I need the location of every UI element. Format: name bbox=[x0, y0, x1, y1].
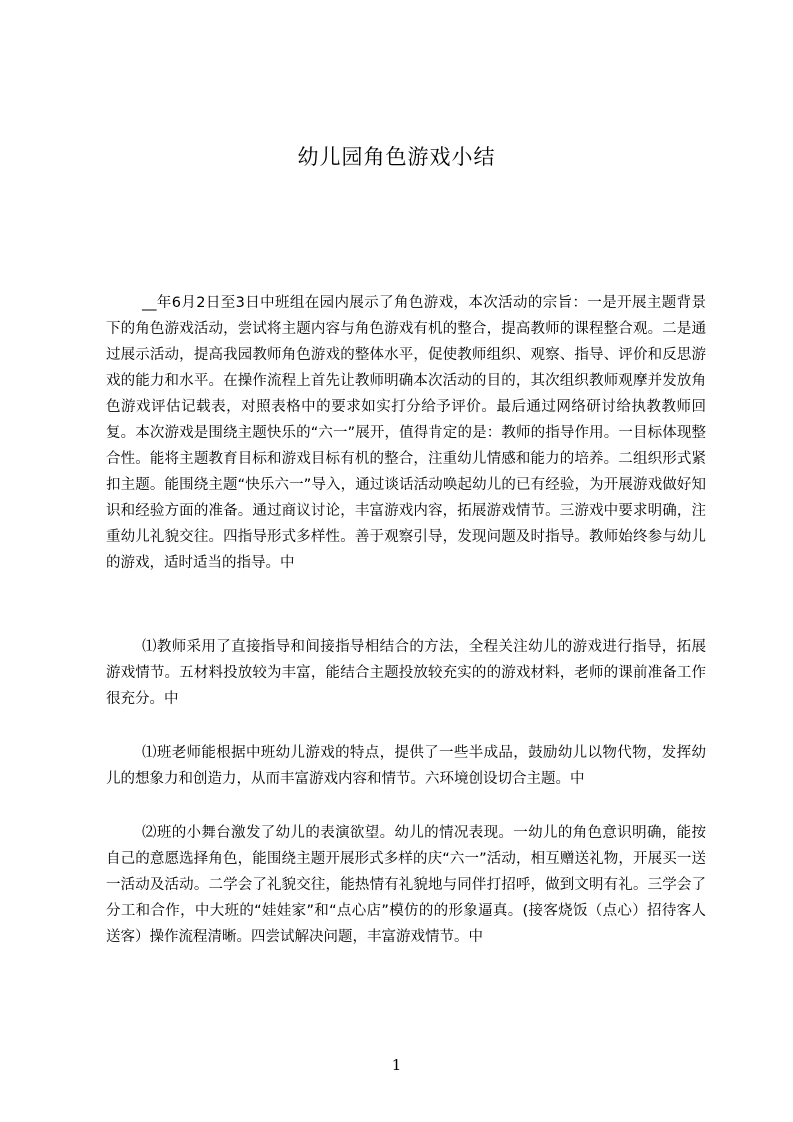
paragraph-text: __年6月2日至3日中班组在园内展示了角色游戏，本次活动的宗旨：一是开展主题背景下的角色游戏活动，尝试将主题内容与角色游戏有机的整合，提高教师的课程整合观。二是通过展示活动，提高我园教师角色游戏的整体水平，促使教师组织、观察、指导、评价和反思游戏的能力和水平。在操作流程上首先让教师明确本次活动的目的，其次组织教师观摩并发放角色游戏评估记载表，对照表格中的要求如实打分给予评价。最后通过网络研讨给执教教师回复。本次游戏是围绕主题快乐的“六一”展开，值得肯定的是：教师的指导作用。一目标体现整合性。能将主题教育目标和游戏目标有机的整合，注重幼儿情感和能力的培养。二组织形式紧扣主题。能围绕主题“快乐六一”导入，通过谈话活动唤起幼儿的已有经验，为开展游戏做好知识和经验方面的准备。通过商议讨论，丰富游戏内容，拓展游戏情节。三游戏中要求明确，注重幼儿礼貌交往。四指导形式多样性。善于观察引导，发现问题及时指导。教师始终参与幼儿的游戏，适时适当的指导。中 bbox=[106, 295, 706, 571]
document-body-paragraph-4 bbox=[106, 820, 706, 950]
document-title: 幼儿园角色游戏小结 bbox=[297, 145, 496, 169]
paragraph-text: ⑴教师采用了直接指导和间接指导相结合的方法，全程关注幼儿的游戏进行指导，拓展游戏情节。五材料投放较为丰富，能结合主题投放较充实的的游戏材料，老师的课前准备工作很充分。中 bbox=[106, 639, 706, 707]
page-number: 1 bbox=[391, 1056, 402, 1074]
document-body-paragraph-3 bbox=[106, 740, 706, 792]
paragraph-text: ⑵班的小舞台激发了幼儿的表演欲望。幼儿的情况表现。一幼儿的角色意识明确，能按自己的意愿选择角色，能围绕主题开展形式多样的庆“六一”活动，相互赠送礼物，开展买一送一活动及活动。二学会了礼貌交往，能热情有礼貌地与同伴打招呼，做到文明有礼。三学会了分工和合作，中大班的“娃娃家”和“点心店”模仿的的形象逼真。(接客烧饭（点心）招待客人送客）操作流程清晰。四尝试解决问题，丰富游戏情节。中 bbox=[106, 825, 706, 945]
document-body-paragraph-1 bbox=[106, 290, 706, 576]
document-body-paragraph-2 bbox=[106, 634, 706, 712]
paragraph-text: ⑴班老师能根据中班幼儿游戏的特点，提供了一些半成品，鼓励幼儿以物代物，发挥幼儿的想象力和创造力，从而丰富游戏内容和情节。六环境创设切合主题。中 bbox=[106, 745, 706, 787]
